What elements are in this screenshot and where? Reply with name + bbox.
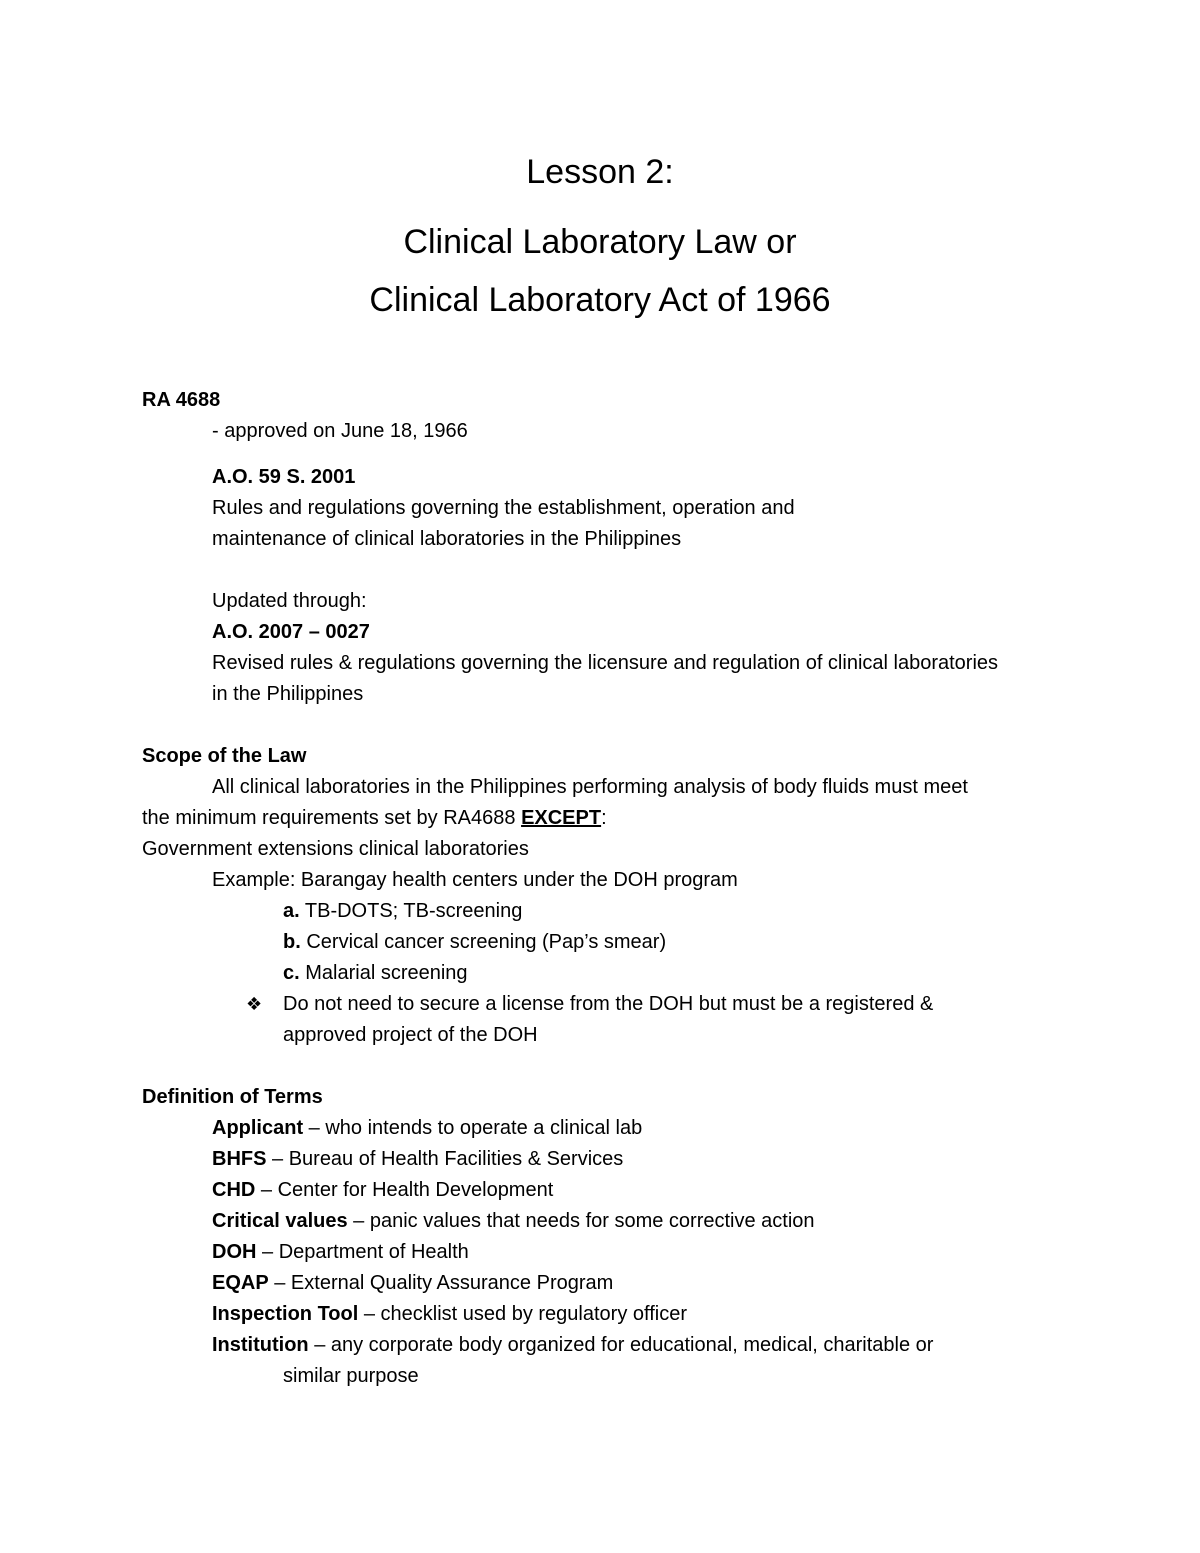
definition-item	[212, 1301, 687, 1327]
definition-desc: – panic values that needs for some corrective action	[347, 1210, 815, 1232]
definition-term: Critical values	[212, 1210, 348, 1232]
list-item	[283, 929, 666, 955]
list-item	[283, 898, 522, 924]
list-item	[283, 960, 468, 986]
definition-item	[212, 1146, 623, 1172]
except-emphasis: EXCEPT	[521, 807, 602, 829]
ao1-desc-line-1: Rules and regulations governing the establishment, operation and	[212, 497, 795, 519]
definition-desc: – External Quality Assurance Program	[268, 1272, 614, 1294]
definition-desc: – any corporate body organized for educational, medical, charitable or	[308, 1334, 934, 1356]
note-line-2: approved project of the DOH	[283, 1024, 538, 1046]
diamond-bullet-icon: ❖	[246, 994, 263, 1014]
scope-paragraph-line-1: All clinical laboratories in the Philippines performing analysis of body fluids must meet	[212, 776, 968, 798]
definition-term: EQAP	[212, 1272, 269, 1294]
definition-term: Applicant	[212, 1117, 304, 1139]
ao1-desc-line-2: maintenance of clinical laboratories in the Philippines	[212, 528, 682, 550]
definition-continuation: similar purpose	[283, 1365, 419, 1387]
definition-desc: – who intends to operate a clinical lab	[303, 1117, 643, 1139]
ao1-title: A.O. 59 S. 2001	[212, 466, 356, 488]
definition-item	[212, 1177, 553, 1203]
ra-heading: RA 4688	[142, 389, 221, 411]
example-line: Example: Barangay health centers under the DOH program	[212, 869, 738, 891]
gov-extensions: Government extensions clinical laboratories	[142, 838, 529, 860]
list-item-letter: c.	[283, 962, 300, 984]
title-line-1: Clinical Laboratory Law or	[403, 223, 797, 261]
definition-item	[212, 1239, 469, 1265]
definition-item	[212, 1270, 613, 1296]
definition-term: BHFS	[212, 1148, 267, 1170]
scope-paragraph-colon: :	[601, 807, 607, 829]
list-item-text: Malarial screening	[299, 962, 468, 984]
definition-item	[212, 1115, 642, 1141]
list-item-text: Cervical cancer screening (Pap’s smear)	[300, 931, 667, 953]
definition-term: DOH	[212, 1241, 257, 1263]
definition-desc: – Bureau of Health Facilities & Services	[266, 1148, 624, 1170]
definition-term: Institution	[212, 1334, 309, 1356]
ao2-desc-line-1: Revised rules & regulations governing the licensure and regulation of clinical laboratories	[212, 652, 999, 674]
updated-through: Updated through:	[212, 590, 367, 612]
definition-term: Inspection Tool	[212, 1303, 359, 1325]
list-item-letter: b.	[283, 931, 301, 953]
note-line-1: Do not need to secure a license from the DOH but must be a registered &	[283, 993, 934, 1015]
scope-heading: Scope of the Law	[142, 745, 307, 767]
list-item-letter: a.	[283, 900, 300, 922]
definition-term: CHD	[212, 1179, 256, 1201]
ao2-desc-line-2: in the Philippines	[212, 683, 364, 705]
scope-paragraph-text: the minimum requirements set by RA4688	[142, 807, 522, 829]
definition-desc: – checklist used by regulatory officer	[358, 1303, 687, 1325]
ao2-title: A.O. 2007 – 0027	[212, 621, 370, 643]
title-line-2: Clinical Laboratory Act of 1966	[369, 281, 831, 319]
lesson-number: Lesson 2:	[526, 153, 674, 191]
list-item-text: TB-DOTS; TB-screening	[299, 900, 523, 922]
definitions-heading: Definition of Terms	[142, 1086, 323, 1108]
ra-approved: - approved on June 18, 1966	[212, 420, 468, 442]
scope-paragraph-line-2	[142, 805, 607, 831]
definition-desc: – Center for Health Development	[255, 1179, 554, 1201]
definition-item	[212, 1332, 933, 1358]
definition-desc: – Department of Health	[256, 1241, 469, 1263]
definition-item	[212, 1208, 815, 1234]
